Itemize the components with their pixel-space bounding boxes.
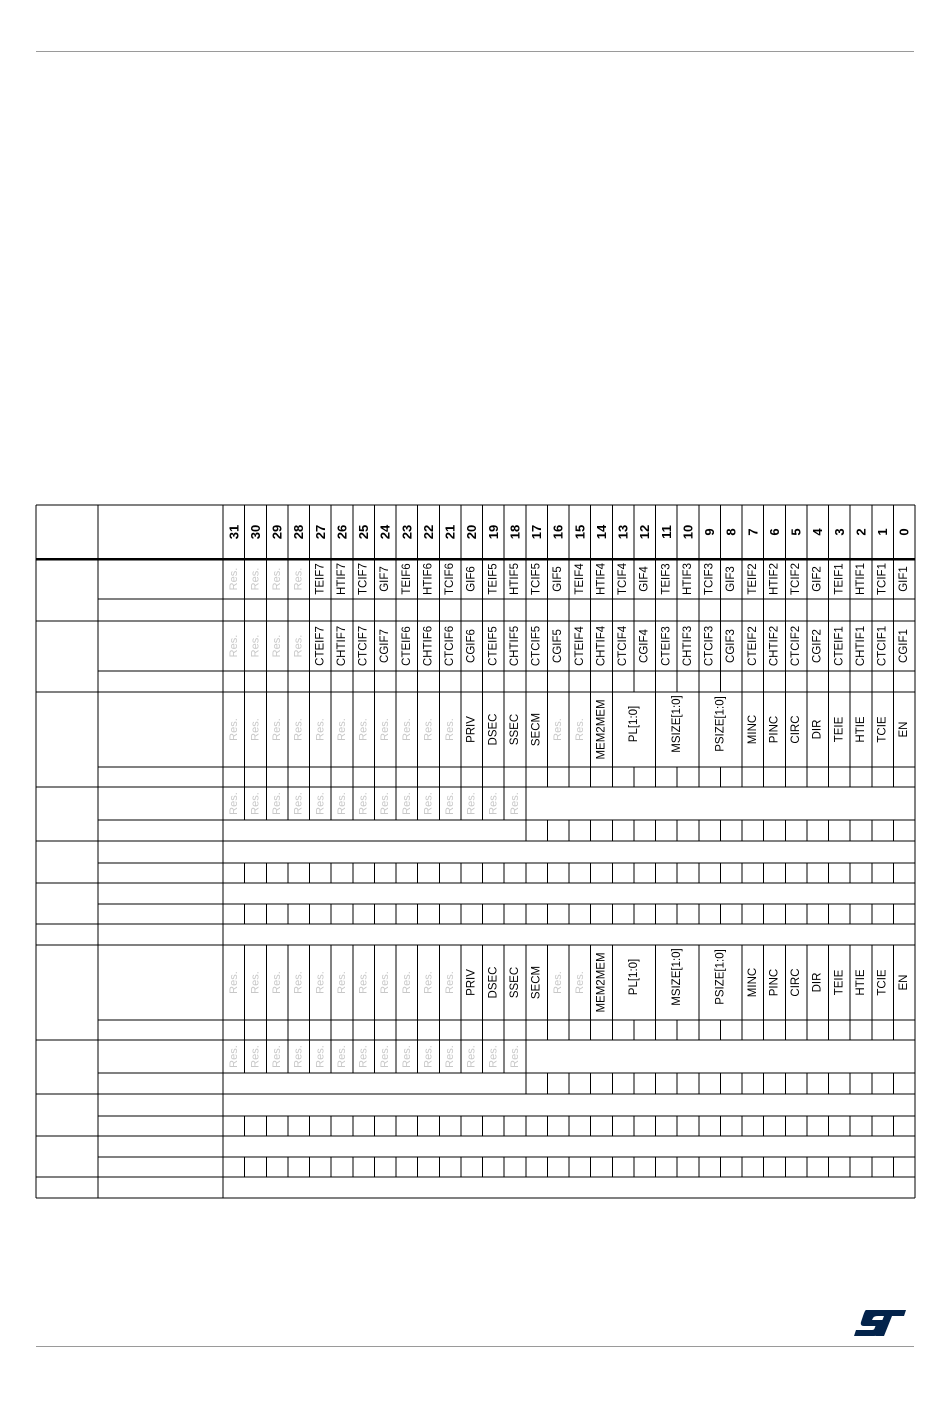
bit-number-27: 27 xyxy=(312,524,328,540)
bit-number-9: 9 xyxy=(702,528,718,536)
field-ctcif7: CTCIF7 xyxy=(357,625,370,667)
bit-number-28: 28 xyxy=(291,524,307,540)
reserved-bit-label: Res. xyxy=(335,1045,348,1068)
field-tcif2: TCIF2 xyxy=(790,563,803,595)
bit-number-21: 21 xyxy=(442,524,458,540)
reserved-bit-label: Res. xyxy=(573,971,586,994)
field-cteif3: CTEIF3 xyxy=(660,626,673,666)
reserved-bit-label: Res. xyxy=(487,1045,500,1068)
field-tcie: TCIE xyxy=(876,716,889,743)
bit-number-29: 29 xyxy=(269,524,285,540)
reserved-bit-label: Res. xyxy=(314,971,327,994)
bit-number-20: 20 xyxy=(464,524,480,540)
reserved-bit-label: Res. xyxy=(422,1045,435,1068)
field-ssec: SSEC xyxy=(508,966,521,999)
field-cgif4: CGIF4 xyxy=(638,629,651,663)
field-htif7: HTIF7 xyxy=(335,563,348,595)
reserved-bit-label: Res. xyxy=(444,792,457,815)
field-htie: HTIE xyxy=(854,969,867,996)
field-cteif4: CTEIF4 xyxy=(573,626,586,666)
reserved-bit-label: Res. xyxy=(400,718,413,741)
reserved-bit-label: Res. xyxy=(249,567,262,591)
bit-number-30: 30 xyxy=(247,524,263,540)
reserved-bit-label: Res. xyxy=(271,792,284,815)
bit-number-16: 16 xyxy=(550,524,566,540)
reserved-bit-label: Res. xyxy=(357,718,370,741)
bit-number-6: 6 xyxy=(766,528,782,536)
bit-number-14: 14 xyxy=(593,524,609,540)
field-htif6: HTIF6 xyxy=(422,563,435,595)
field-en: EN xyxy=(898,721,911,738)
reserved-bit-label: Res. xyxy=(292,718,305,741)
reserved-bit-label: Res. xyxy=(249,718,262,741)
field-circ: CIRC xyxy=(790,715,803,744)
reserved-bit-label: Res. xyxy=(271,634,284,658)
field-teif5: TEIF5 xyxy=(487,563,500,595)
field-dsec: DSEC xyxy=(487,966,500,999)
reserved-bit-label: Res. xyxy=(444,718,457,741)
field-pinc: PINC xyxy=(768,715,781,744)
bit-number-15: 15 xyxy=(572,524,588,540)
bit-number-12: 12 xyxy=(637,524,653,540)
field-tcif7: TCIF7 xyxy=(357,563,370,595)
bit-number-26: 26 xyxy=(334,524,350,540)
field-ctcif4: CTCIF4 xyxy=(617,625,630,667)
field-secm: SECM xyxy=(530,965,543,1000)
bit-number-2: 2 xyxy=(853,528,869,536)
field-cteif6: CTEIF6 xyxy=(400,626,413,666)
field-chtif6: CHTIF6 xyxy=(422,625,435,667)
field-cteif7: CTEIF7 xyxy=(314,626,327,666)
bit-number-25: 25 xyxy=(356,524,372,540)
field-cgif3: CGIF3 xyxy=(725,629,738,663)
reserved-bit-label: Res. xyxy=(400,971,413,994)
bit-number-8: 8 xyxy=(723,528,739,536)
field-msize-1-0-: MSIZE[1:0] xyxy=(671,948,684,1006)
reserved-bit-label: Res. xyxy=(292,1045,305,1068)
reserved-bit-label: Res. xyxy=(227,1045,240,1068)
field-gif6: GIF6 xyxy=(465,566,478,592)
reserved-bit-label: Res. xyxy=(271,971,284,994)
reserved-bit-label: Res. xyxy=(400,792,413,815)
field-cgif6: CGIF6 xyxy=(465,629,478,663)
reserved-bit-label: Res. xyxy=(573,718,586,741)
reserved-bit-label: Res. xyxy=(357,1045,370,1068)
bit-number-11: 11 xyxy=(658,525,674,539)
bit-number-18: 18 xyxy=(507,524,523,540)
field-chtif5: CHTIF5 xyxy=(508,625,521,667)
field-pl-1-0-: PL[1:0] xyxy=(627,705,640,743)
field-circ: CIRC xyxy=(790,968,803,997)
bit-number-3: 3 xyxy=(831,528,847,536)
reserved-bit-label: Res. xyxy=(444,971,457,994)
bit-number-31: 31 xyxy=(226,524,242,540)
reserved-bit-label: Res. xyxy=(422,792,435,815)
field-gif3: GIF3 xyxy=(725,566,738,592)
bit-number-17: 17 xyxy=(529,524,545,540)
reserved-bit-label: Res. xyxy=(487,792,500,815)
bit-number-13: 13 xyxy=(615,524,631,540)
reserved-bit-label: Res. xyxy=(465,792,478,815)
field-secm: SECM xyxy=(530,712,543,747)
field-gif5: GIF5 xyxy=(552,566,565,592)
reserved-bit-label: Res. xyxy=(379,971,392,994)
reserved-bit-label: Res. xyxy=(465,1045,478,1068)
field-ssec: SSEC xyxy=(508,713,521,746)
reserved-bit-label: Res. xyxy=(271,1045,284,1068)
field-pl-1-0-: PL[1:0] xyxy=(627,958,640,996)
reserved-bit-label: Res. xyxy=(227,718,240,741)
field-teie: TEIE xyxy=(833,969,846,996)
field-tcie: TCIE xyxy=(876,969,889,996)
field-dir: DIR xyxy=(811,719,824,740)
bit-number-1: 1 xyxy=(875,528,891,536)
reserved-bit-label: Res. xyxy=(227,567,240,591)
reserved-bit-label: Res. xyxy=(335,718,348,741)
bit-number-10: 10 xyxy=(680,524,696,540)
field-gif1: GIF1 xyxy=(898,566,911,592)
field-psize-1-0-: PSIZE[1:0] xyxy=(714,696,727,752)
reserved-bit-label: Res. xyxy=(422,718,435,741)
reserved-bit-label: Res. xyxy=(292,567,305,591)
field-tcif3: TCIF3 xyxy=(703,563,716,595)
reserved-bit-label: Res. xyxy=(508,1045,521,1068)
reserved-bit-label: Res. xyxy=(227,971,240,994)
reserved-bit-label: Res. xyxy=(227,792,240,815)
reserved-bit-label: Res. xyxy=(249,792,262,815)
field-tcif5: TCIF5 xyxy=(530,563,543,595)
field-ctcif1: CTCIF1 xyxy=(876,625,889,667)
reserved-bit-label: Res. xyxy=(400,1045,413,1068)
field-priv: PRIV xyxy=(465,969,478,996)
reserved-bit-label: Res. xyxy=(422,971,435,994)
field-dir: DIR xyxy=(811,972,824,993)
field-chtif3: CHTIF3 xyxy=(681,625,694,667)
field-htif1: HTIF1 xyxy=(854,563,867,595)
field-dsec: DSEC xyxy=(487,713,500,746)
field-tcif6: TCIF6 xyxy=(444,563,457,595)
field-mem2mem: MEM2MEM xyxy=(595,952,608,1013)
field-minc: MINC xyxy=(746,714,759,745)
bit-number-7: 7 xyxy=(745,528,761,536)
reserved-bit-label: Res. xyxy=(335,792,348,815)
field-gif7: GIF7 xyxy=(379,566,392,592)
bit-number-22: 22 xyxy=(420,524,436,540)
bit-number-0: 0 xyxy=(896,528,912,536)
field-mem2mem: MEM2MEM xyxy=(595,699,608,760)
field-cteif5: CTEIF5 xyxy=(487,626,500,666)
field-teif2: TEIF2 xyxy=(746,563,759,595)
field-ctcif5: CTCIF5 xyxy=(530,625,543,667)
reserved-bit-label: Res. xyxy=(357,792,370,815)
field-ctcif6: CTCIF6 xyxy=(444,625,457,667)
reserved-bit-label: Res. xyxy=(314,1045,327,1068)
reserved-bit-label: Res. xyxy=(508,792,521,815)
field-cgif7: CGIF7 xyxy=(379,629,392,663)
field-msize-1-0-: MSIZE[1:0] xyxy=(671,695,684,753)
reserved-bit-label: Res. xyxy=(335,971,348,994)
field-teif7: TEIF7 xyxy=(314,563,327,595)
reserved-bit-label: Res. xyxy=(292,792,305,815)
reserved-bit-label: Res. xyxy=(271,567,284,591)
bit-number-23: 23 xyxy=(399,524,415,540)
reserved-bit-label: Res. xyxy=(357,971,370,994)
reserved-bit-label: Res. xyxy=(249,971,262,994)
reserved-bit-label: Res. xyxy=(249,1045,262,1068)
field-htie: HTIE xyxy=(854,716,867,743)
field-teif6: TEIF6 xyxy=(400,563,413,595)
bit-number-5: 5 xyxy=(788,528,804,536)
field-teif1: TEIF1 xyxy=(833,563,846,595)
field-en: EN xyxy=(898,974,911,991)
field-chtif7: CHTIF7 xyxy=(335,625,348,667)
field-cgif1: CGIF1 xyxy=(898,629,911,663)
field-tcif1: TCIF1 xyxy=(876,563,889,595)
field-gif2: GIF2 xyxy=(811,566,824,592)
st-logo-icon xyxy=(852,1306,908,1338)
field-teie: TEIE xyxy=(833,716,846,743)
bit-number-19: 19 xyxy=(485,524,501,540)
field-minc: MINC xyxy=(746,967,759,998)
field-pinc: PINC xyxy=(768,968,781,997)
bit-number-24: 24 xyxy=(377,524,393,540)
field-chtif4: CHTIF4 xyxy=(595,625,608,667)
field-cgif5: CGIF5 xyxy=(552,629,565,663)
field-cteif2: CTEIF2 xyxy=(746,626,759,666)
reserved-bit-label: Res. xyxy=(292,971,305,994)
reserved-bit-label: Res. xyxy=(379,718,392,741)
reserved-bit-label: Res. xyxy=(271,718,284,741)
reserved-bit-label: Res. xyxy=(379,1045,392,1068)
reserved-bit-label: Res. xyxy=(292,634,305,658)
field-tcif4: TCIF4 xyxy=(617,563,630,595)
field-htif2: HTIF2 xyxy=(768,563,781,595)
field-psize-1-0-: PSIZE[1:0] xyxy=(714,949,727,1005)
field-ctcif2: CTCIF2 xyxy=(790,625,803,667)
field-htif3: HTIF3 xyxy=(681,563,694,595)
field-priv: PRIV xyxy=(465,716,478,743)
reserved-bit-label: Res. xyxy=(552,718,565,741)
field-htif4: HTIF4 xyxy=(595,563,608,595)
field-chtif2: CHTIF2 xyxy=(768,625,781,667)
reserved-bit-label: Res. xyxy=(227,634,240,658)
field-gif4: GIF4 xyxy=(638,566,651,592)
bit-number-4: 4 xyxy=(810,528,826,536)
reserved-bit-label: Res. xyxy=(444,1045,457,1068)
field-htif5: HTIF5 xyxy=(508,563,521,595)
field-ctcif3: CTCIF3 xyxy=(703,625,716,667)
reserved-bit-label: Res. xyxy=(249,634,262,658)
reserved-bit-label: Res. xyxy=(379,792,392,815)
field-teif3: TEIF3 xyxy=(660,563,673,595)
reserved-bit-label: Res. xyxy=(314,792,327,815)
field-chtif1: CHTIF1 xyxy=(854,625,867,667)
reserved-bit-label: Res. xyxy=(314,718,327,741)
field-cgif2: CGIF2 xyxy=(811,629,824,663)
field-teif4: TEIF4 xyxy=(573,563,586,595)
reserved-bit-label: Res. xyxy=(552,971,565,994)
field-cteif1: CTEIF1 xyxy=(833,626,846,666)
